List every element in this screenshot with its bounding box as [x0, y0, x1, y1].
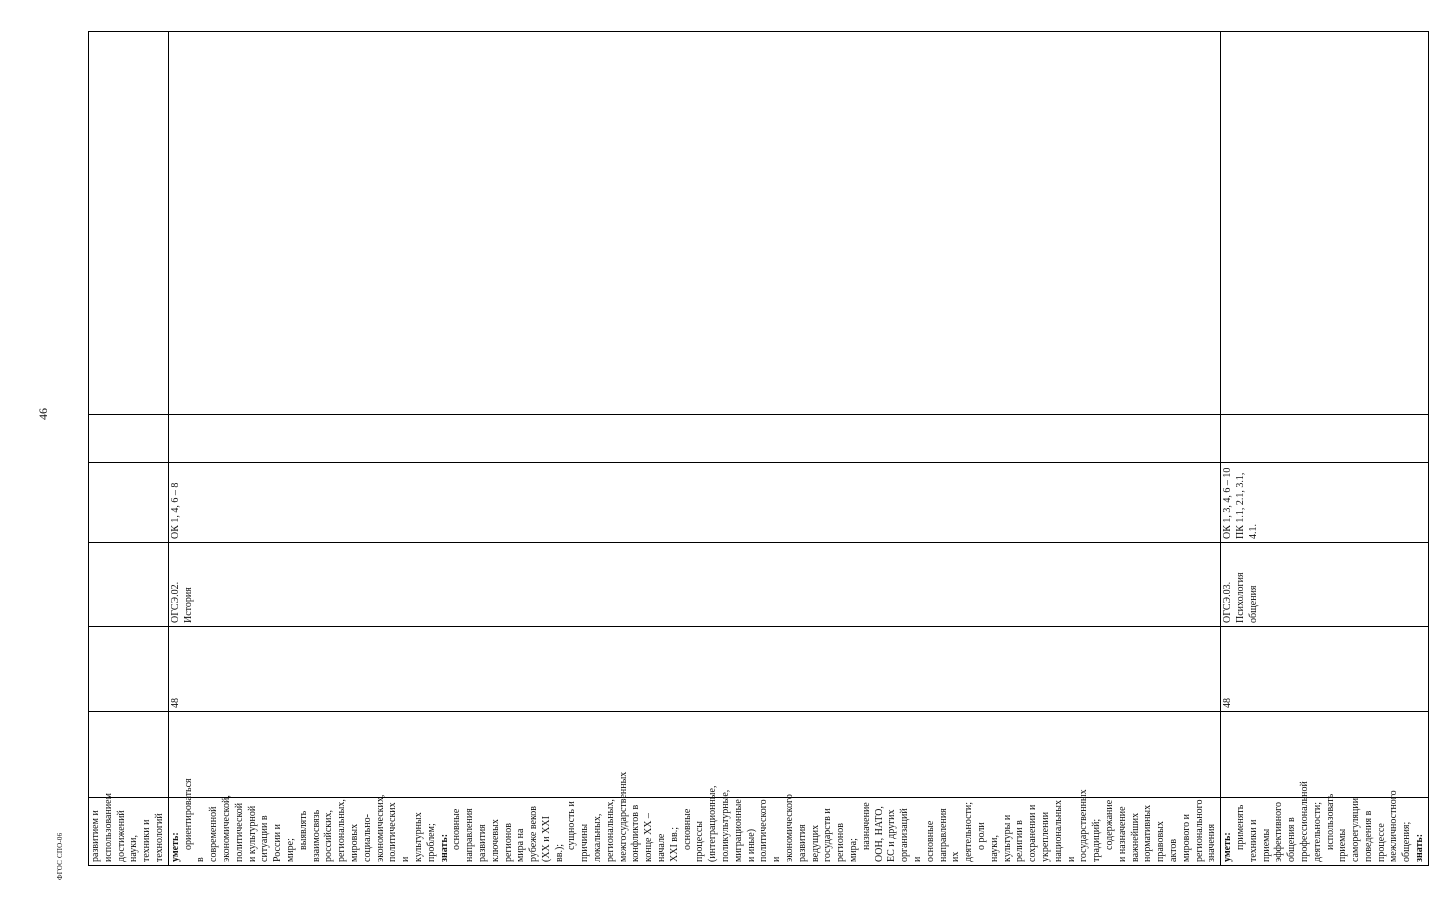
page-number: 46: [36, 408, 50, 420]
discipline-cell: [89, 543, 169, 627]
footer-code: ФГОС СПО-06: [56, 832, 64, 880]
section-heading: уметь:: [169, 832, 181, 862]
hours-max-cell: [168, 712, 1220, 798]
content-line: основные направления их деятельности;: [924, 801, 975, 862]
hours-class-cell: 48: [168, 627, 1220, 712]
content-line: ориентироваться в современной экономической,: [182, 778, 232, 862]
table-row: [89, 32, 169, 866]
content-line: XXI вв.;: [668, 827, 680, 862]
hours-max-cell: [1221, 712, 1429, 798]
content-line: выявлять взаимосвязь российских, региональных,: [297, 799, 348, 862]
content-line: назначение ООН, НАТО, ЕС и других организаций и: [860, 802, 923, 862]
content-cell: [89, 793, 169, 866]
section-heading: знать:: [1414, 833, 1426, 862]
competencies-cell: [89, 463, 169, 543]
table-row: [1221, 32, 1429, 866]
content-line: политического и экономического развития ведущих: [758, 794, 821, 862]
content-line: традиций;: [1091, 818, 1103, 862]
content-line: содержание и назначение важнейших нормативных: [1103, 799, 1154, 862]
rotated-table-wrapper: [88, 32, 1426, 866]
content-line: сущность и причины локальных, региональных,: [566, 799, 616, 862]
content-line: общения в профессиональной деятельности;: [1286, 781, 1323, 862]
section-heading: уметь:: [1222, 832, 1234, 862]
content-line: основные направления развития ключевых регионов: [451, 808, 514, 862]
content-line: правовых актов мирового и регионального значения: [1155, 799, 1218, 862]
empty-cell: [1221, 32, 1429, 415]
competencies-cell: ОК 1, 3, 4, 6 – 10 ПК 1.1, 2.1, 3.1, 4.1.: [1221, 463, 1429, 543]
empty-cell: [168, 32, 1220, 415]
empty-cell: [89, 32, 169, 415]
content-line: применять техники и приемы эффективного: [1234, 802, 1285, 862]
content-line: межгосударственных конфликтов в конце XX – начале: [617, 771, 668, 862]
content-line: укреплении национальных и государственных: [1039, 789, 1090, 862]
content-line: развитием и использованием достижений науки,: [90, 793, 140, 862]
content-line: техники и технологий: [141, 813, 165, 862]
content-line: политической и культурной ситуации в России и мире;: [233, 802, 296, 862]
hours-max-cell: [89, 712, 169, 798]
content-line: мира на рубеже веков (XX и XXI вв.);: [515, 805, 565, 862]
competencies-cell: ОК 1, 4, 6 – 8: [168, 463, 1220, 543]
content-line: о роли науки, культуры и религии в сохранении и: [975, 804, 1039, 862]
hours-class-cell: [89, 627, 169, 712]
discipline-cell: ОГСЭ.02. История: [168, 543, 1220, 627]
content-cell: [1221, 781, 1429, 866]
table-row: [168, 32, 1220, 866]
discipline-cell: ОГСЭ.03. Психология общения: [1221, 543, 1429, 627]
spacer-cell: [1221, 415, 1429, 463]
content-line: мировых социально-экономических, политических и: [348, 794, 412, 862]
hours-class-cell: 48: [1221, 627, 1429, 712]
content-cell: [168, 771, 1220, 866]
section-heading: знать:: [438, 833, 450, 862]
content-line: использовать приемы саморегуляции поведения в: [1324, 793, 1374, 862]
content-line: процессе межличностного общения;: [1375, 790, 1413, 862]
content-line: поликультурные, миграционные и иные): [720, 789, 757, 862]
content-line: культурных проблем;: [412, 812, 437, 862]
curriculum-table: [88, 31, 1429, 866]
spacer-cell: [168, 415, 1220, 463]
content-line: основные процессы (интеграционные,: [681, 785, 719, 862]
content-line: государств и регионов мира;: [822, 808, 860, 862]
spacer-cell: [89, 415, 169, 463]
